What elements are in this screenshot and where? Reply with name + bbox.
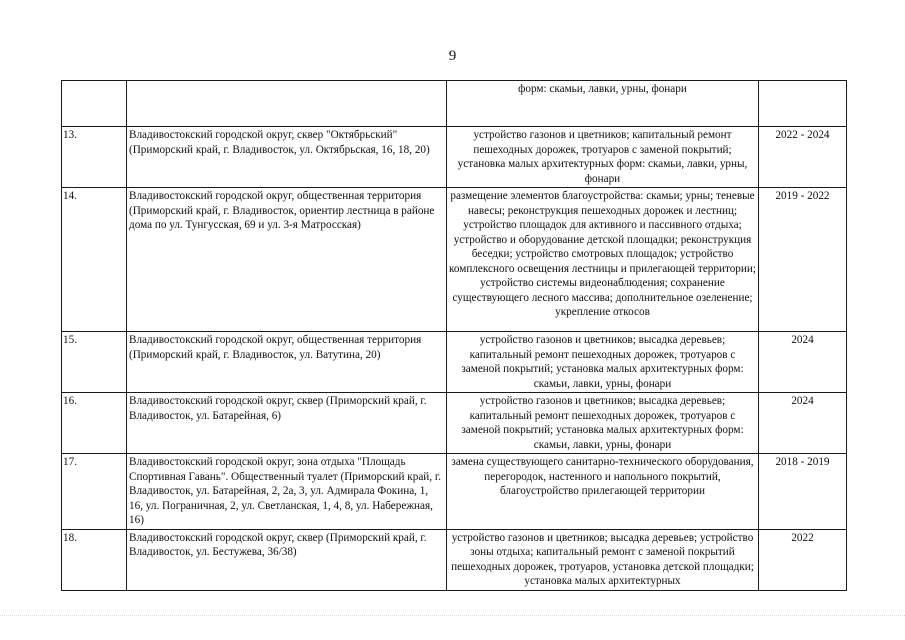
works-cell: форм: скамьи, лавки, урны, фонари xyxy=(447,81,759,127)
territory-name-cell: Владивостокский городской округ, общественная территория (Приморский край, г. Владивосток, ул. Ватутина, 20) xyxy=(127,332,447,393)
row-number-cell xyxy=(62,81,127,127)
territories-table xyxy=(61,80,847,591)
table-row xyxy=(62,529,847,590)
works-cell: размещение элементов благоустройства: скамьи; урны; теневые навесы; реконструкция пешеходных дорожек и лестниц; устройство площадок для активного и пассивного отдыха; устройство и оборудование детской площадки; реконструкция беседки; устройство смотровых площадок; устройство комплексного освещения лестницы и прилегающей территории; устройство системы видеонаблюдения; сохранение существующего лесного массива; дополнительное озеленение; укрепление откосов xyxy=(447,188,759,332)
years-cell: 2024 xyxy=(759,393,847,454)
table-row xyxy=(62,393,847,454)
years-cell: 2018 - 2019 xyxy=(759,454,847,530)
table-row-continuation xyxy=(62,81,847,127)
years-cell: 2019 - 2022 xyxy=(759,188,847,332)
territory-name-cell: Владивостокский городской округ, сквер (Приморский край, г. Владивосток, ул. Бестужева, 36/38) xyxy=(127,529,447,590)
territory-name-cell: Владивостокский городской округ, зона отдыха "Площадь Спортивная Гавань". Общественный туалет (Приморский край, г. Владивосток, ул. Батарейная, 2, 2а, 3, ул. Адмирала Фокина, 1, 16, ул. Пограничная, 2, ул. Светланская, 1, 4, 8, ул. Набережная, 16) xyxy=(127,454,447,530)
row-number-cell: 17. xyxy=(62,454,127,530)
territory-name-cell: Владивостокский городской округ, сквер "Октябрьский" (Приморский край, г. Владивосток, ул. Октябрьская, 16, 18, 20) xyxy=(127,127,447,188)
table-row xyxy=(62,127,847,188)
works-cell: устройство газонов и цветников; высадка деревьев; капитальный ремонт пешеходных дорожек, тротуаров с заменой покрытий; установка малых архитектурных форм: скамьи, лавки, урны, фонари xyxy=(447,393,759,454)
years-cell: 2022 - 2024 xyxy=(759,127,847,188)
page-bottom-divider xyxy=(0,615,905,617)
row-number-cell: 18. xyxy=(62,529,127,590)
years-cell xyxy=(759,81,847,127)
row-number-cell: 13. xyxy=(62,127,127,188)
years-cell: 2022 xyxy=(759,529,847,590)
works-cell: устройство газонов и цветников; высадка деревьев; устройство зоны отдыха; капитальный ремонт с заменой покрытий пешеходных дорожек, тротуаров, установка детской площадки; установка малых архитектурных xyxy=(447,529,759,590)
years-cell: 2024 xyxy=(759,332,847,393)
territory-name-cell xyxy=(127,81,447,127)
page-number: 9 xyxy=(448,48,457,64)
works-cell: замена существующего санитарно-технического оборудования, перегородок, настенного и напольного покрытий, благоустройство прилегающей территории xyxy=(447,454,759,530)
works-cell: устройство газонов и цветников; капитальный ремонт пешеходных дорожек, тротуаров с заменой покрытий; установка малых архитектурных форм: скамьи, лавки, урны, фонари xyxy=(447,127,759,188)
row-number-cell: 16. xyxy=(62,393,127,454)
row-number-cell: 15. xyxy=(62,332,127,393)
row-number-cell: 14. xyxy=(62,188,127,332)
table-row xyxy=(62,454,847,530)
works-cell: устройство газонов и цветников; высадка деревьев; капитальный ремонт пешеходных дорожек, тротуаров с заменой покрытий; установка малых архитектурных форм: скамьи, лавки, урны, фонари xyxy=(447,332,759,393)
territory-name-cell: Владивостокский городской округ, общественная территория (Приморский край, г. Владивосток, ориентир лестница в районе дома по ул. Тунгусская, 69 и ул. 3-я Матросская) xyxy=(127,188,447,332)
table-row xyxy=(62,188,847,332)
territory-name-cell: Владивостокский городской округ, сквер (Приморский край, г. Владивосток, ул. Батарейная, 6) xyxy=(127,393,447,454)
table-row xyxy=(62,332,847,393)
